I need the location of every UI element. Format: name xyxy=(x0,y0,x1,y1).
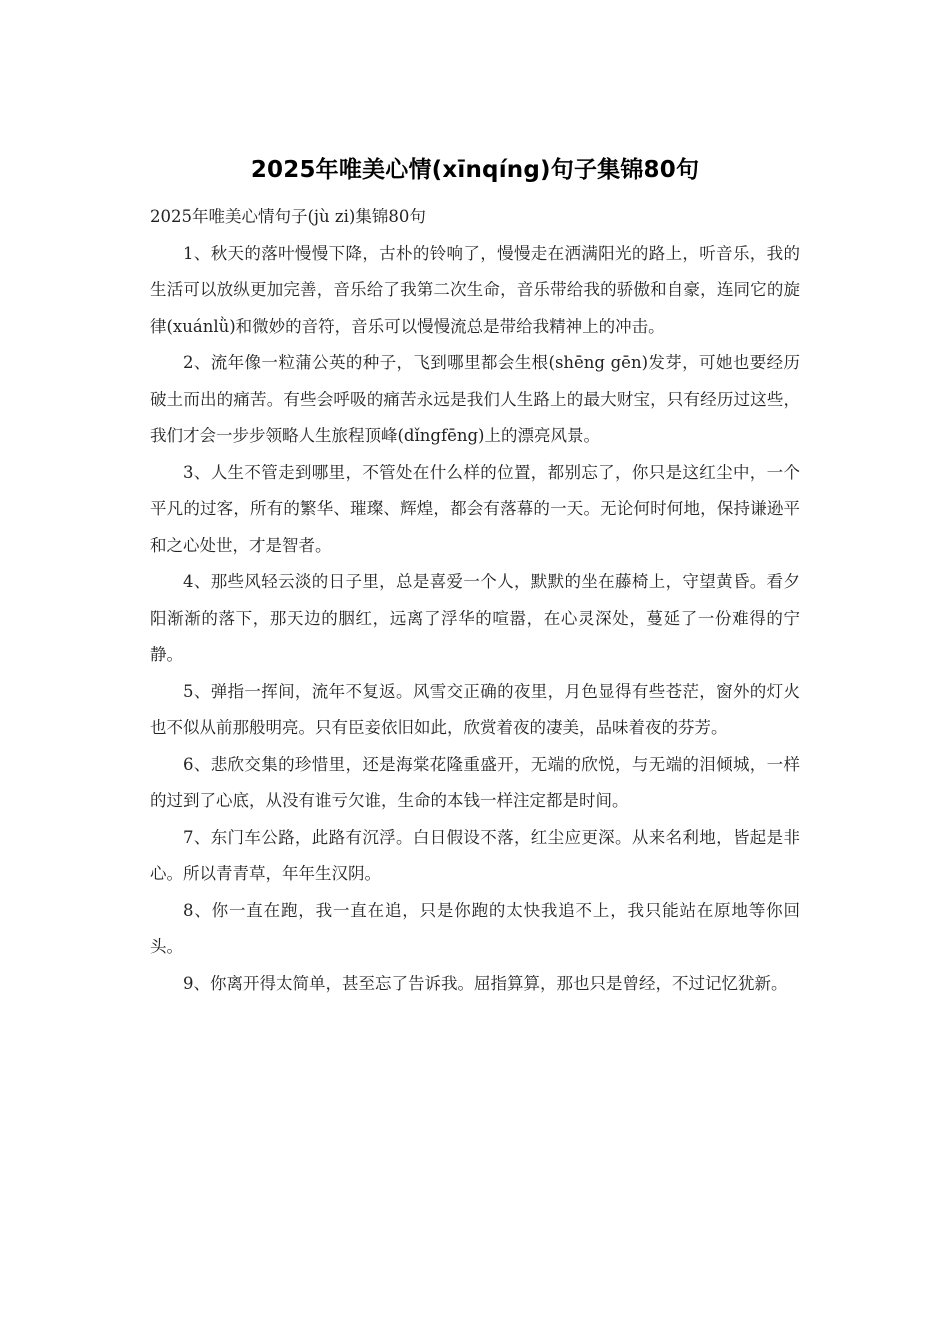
document-title: 2025年唯美心情(xīnqíng)句子集锦80句 xyxy=(250,157,700,183)
document-body xyxy=(150,199,800,1002)
paragraph-1: 1、秋天的落叶慢慢下降，古朴的铃响了，慢慢走在洒满阳光的路上，听音乐，我的生活可以放纵更加完善，音乐给了我第二次生命，音乐带给我的骄傲和自豪，连同它的旋律(xuánlǜ)和微妙的音符，音乐可以慢慢流总是带给我精神上的冲击。 xyxy=(150,243,800,336)
paragraph-3: 3、人生不管走到哪里，不管处在什么样的位置，都别忘了，你只是这红尘中，一个平凡的过客，所有的繁华、璀璨、辉煌，都会有落幕的一天。无论何时何地，保持谦逊平和之心处世，才是智者。 xyxy=(150,462,800,555)
paragraph-9: 9、你离开得太简单，甚至忘了告诉我。屈指算算，那也只是曾经，不过记忆犹新。 xyxy=(183,973,788,993)
paragraph-7: 7、东门车公路，此路有沉浮。白日假设不落，红尘应更深。从来名利地，皆起是非心。所以青青草，年年生汉阴。 xyxy=(150,827,800,883)
document-subtitle: 2025年唯美心情句子(jù zi)集锦80句 xyxy=(150,207,426,226)
paragraph-6: 6、悲欣交集的珍惜里，还是海棠花隆重盛开，无端的欣悦，与无端的泪倾城，一样的过到了心底，从没有谁亏欠谁，生命的本钱一样注定都是时间。 xyxy=(150,754,800,810)
paragraph-4: 4、那些风轻云淡的日子里，总是喜爱一个人，默默的坐在藤椅上，守望黄昏。看夕阳渐渐的落下，那天边的胭红，远离了浮华的喧嚣，在心灵深处，蔓延了一份难得的宁静。 xyxy=(150,572,800,664)
paragraph-8: 8、你一直在跑，我一直在追，只是你跑的太快我追不上，我只能站在原地等你回头。 xyxy=(150,900,800,956)
paragraph-5: 5、弹指一挥间，流年不复返。风雪交正确的夜里，月色显得有些苍茫，窗外的灯火也不似从前那般明亮。只有臣妾依旧如此，欣赏着夜的凄美，品味着夜的芬芳。 xyxy=(150,681,800,737)
paragraph-2: 2、流年像一粒蒲公英的种子，飞到哪里都会生根(shēng gēn)发芽，可她也要经历破土而出的痛苦。有些会呼吸的痛苦永远是我们人生路上的最大财宝，只有经历过这些，我们才会一步步领略人生旅程顶峰(dǐngfēng)上的漂亮风景。 xyxy=(150,353,800,445)
